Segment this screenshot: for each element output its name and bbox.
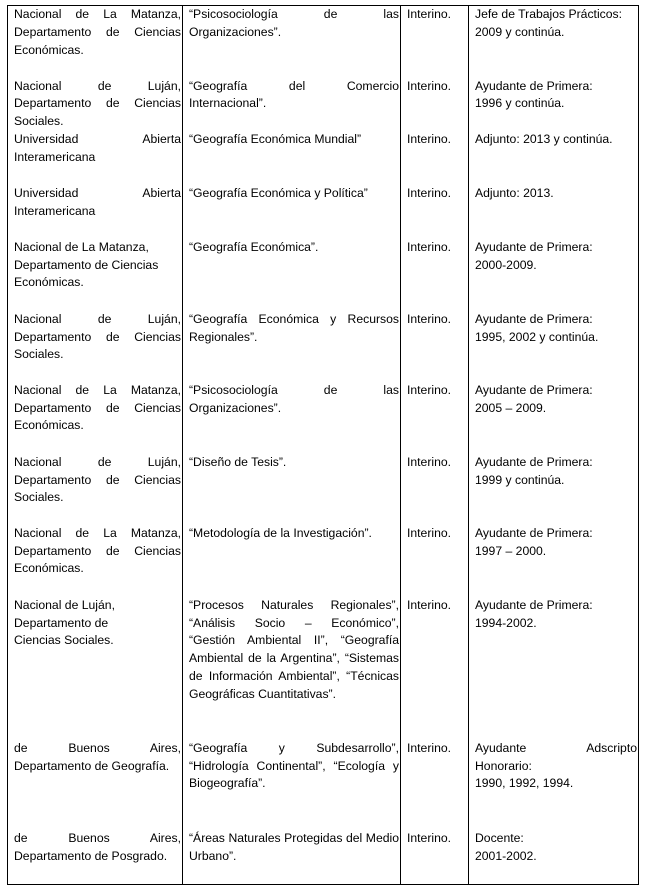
- status-cell: Interino.: [401, 185, 469, 239]
- status-cell: Interino.: [401, 382, 469, 454]
- institution-cell: Universidad Abierta Interamericana: [8, 185, 183, 239]
- table-row: [8, 454, 639, 525]
- position-title: Ayudante de Primera:: [475, 597, 593, 612]
- table-row: [8, 830, 639, 885]
- position-cell: [469, 185, 639, 239]
- subject-cell: “Geografía Económica Mundial”: [183, 131, 401, 185]
- position-period: 1999 y continúa.: [475, 472, 565, 487]
- institution-line: Nacional de La Matanza,: [14, 239, 149, 254]
- institution-cell: Nacional de Luján, Departamento de Ciencias Sociales.: [8, 78, 183, 131]
- table-row: [8, 239, 639, 311]
- status-cell: Interino.: [401, 597, 469, 740]
- institution-cell: de Buenos Aires, Departamento de Geografía.: [8, 740, 183, 830]
- institution-line: Ciencias Sociales.: [14, 633, 114, 648]
- status-cell: Interino.: [401, 740, 469, 830]
- position-cell: [469, 525, 639, 597]
- institution-line: Departamento de: [14, 615, 109, 630]
- institution-cell: Nacional de La Matanza, Departamento de Ciencias Económicas.: [8, 6, 183, 78]
- subject-cell: “Geografía Económica y Recursos Regionales”.: [183, 311, 401, 382]
- table-row: [8, 6, 639, 78]
- subject-cell: “Psicosociología de las Organizaciones”.: [183, 6, 401, 78]
- subject-cell: “Metodología de la Investigación”.: [183, 525, 401, 597]
- institution-cell: de Buenos Aires, Departamento de Posgrado.: [8, 830, 183, 885]
- institution-line: Departamento de Ciencias: [14, 257, 159, 272]
- position-title: Adjunto: 2013.: [475, 185, 554, 200]
- position-cell: [469, 382, 639, 454]
- table-row: [8, 597, 639, 740]
- position-cell: [469, 311, 639, 382]
- position-cell: [469, 454, 639, 525]
- position-title: Ayudante de Primera:: [475, 78, 593, 93]
- status-cell: Interino.: [401, 131, 469, 185]
- institution-cell: Nacional de La Matanza, Departamento de Ciencias Económicas.: [8, 525, 183, 597]
- position-title: Docente:: [475, 830, 524, 845]
- subject-cell: “Geografía Económica y Política”: [183, 185, 401, 239]
- status-cell: Interino.: [401, 830, 469, 885]
- position-cell: [469, 830, 639, 885]
- position-cell: [469, 597, 639, 740]
- table-row: [8, 185, 639, 239]
- position-title: Ayudante de Primera:: [475, 525, 593, 540]
- subject-cell: “Geografía Económica”.: [183, 239, 401, 311]
- position-cell: [469, 6, 639, 78]
- subject-cell: “Psicosociología de las Organizaciones”.: [183, 382, 401, 454]
- subject-cell: “Áreas Naturales Protegidas del Medio Urbano”.: [183, 830, 401, 885]
- status-cell: Interino.: [401, 6, 469, 78]
- position-cell: [469, 78, 639, 131]
- subject-cell: “Geografía del Comercio Internacional”.: [183, 78, 401, 131]
- institution-cell: Nacional de La Matanza, Departamento de Ciencias Económicas.: [8, 382, 183, 454]
- position-title: Ayudante de Primera:: [475, 454, 593, 469]
- position-period: 2000-2009.: [475, 257, 537, 272]
- position-period: 1996 y continúa.: [475, 96, 565, 111]
- position-title: Ayudante de Primera:: [475, 382, 593, 397]
- table-row: [8, 525, 639, 597]
- table-row: [8, 78, 639, 131]
- position-title: Adjunto: 2013 y continúa.: [475, 131, 613, 146]
- status-cell: Interino.: [401, 311, 469, 382]
- table-row: [8, 740, 639, 830]
- table-row: [8, 131, 639, 185]
- status-cell: Interino.: [401, 454, 469, 525]
- institution-cell: Nacional de Luján, Departamento de Ciencias Sociales.: [8, 311, 183, 382]
- institution-line: Nacional de Luján,: [14, 597, 115, 612]
- position-cell: [469, 740, 639, 830]
- position-period: 2009 y continúa.: [475, 24, 565, 39]
- institution-line: Económicas.: [14, 275, 84, 290]
- status-cell: Interino.: [401, 525, 469, 597]
- position-title: Ayudante Adscripto Honorario:: [475, 740, 637, 773]
- table-row: [8, 382, 639, 454]
- position-period: 1995, 2002 y continúa.: [475, 329, 599, 344]
- position-cell: [469, 239, 639, 311]
- institution-cell: [8, 239, 183, 311]
- institution-cell: [8, 597, 183, 740]
- position-period: 2001-2002.: [475, 848, 537, 863]
- position-title: Jefe de Trabajos Prácticos:: [475, 7, 622, 21]
- position-title: Ayudante de Primera:: [475, 239, 593, 254]
- position-cell: [469, 131, 639, 185]
- status-cell: Interino.: [401, 239, 469, 311]
- teaching-positions-table: [7, 5, 639, 885]
- position-period: 1990, 1992, 1994.: [475, 776, 574, 791]
- position-period: 1997 – 2000.: [475, 543, 547, 558]
- position-title: Ayudante de Primera:: [475, 311, 593, 326]
- position-period: 1994-2002.: [475, 615, 537, 630]
- subject-cell: “Geografía y Subdesarrollo”, “Hidrología Continental”, “Ecología y Biogeografía”.: [183, 740, 401, 830]
- subject-cell: “Diseño de Tesis”.: [183, 454, 401, 525]
- subject-cell: “Procesos Naturales Regionales”, “Análisis Socio – Económico”, “Gestión Ambiental II”, “Geografía Ambiental de la Argentina”, “Sistemas de Información Ambiental”, “Técnicas Geográficas Cuantitativas”.: [183, 597, 401, 740]
- institution-cell: Nacional de Luján, Departamento de Ciencias Sociales.: [8, 454, 183, 525]
- status-cell: Interino.: [401, 78, 469, 131]
- position-period: 2005 – 2009.: [475, 400, 547, 415]
- institution-cell: Universidad Abierta Interamericana: [8, 131, 183, 185]
- table-row: [8, 311, 639, 382]
